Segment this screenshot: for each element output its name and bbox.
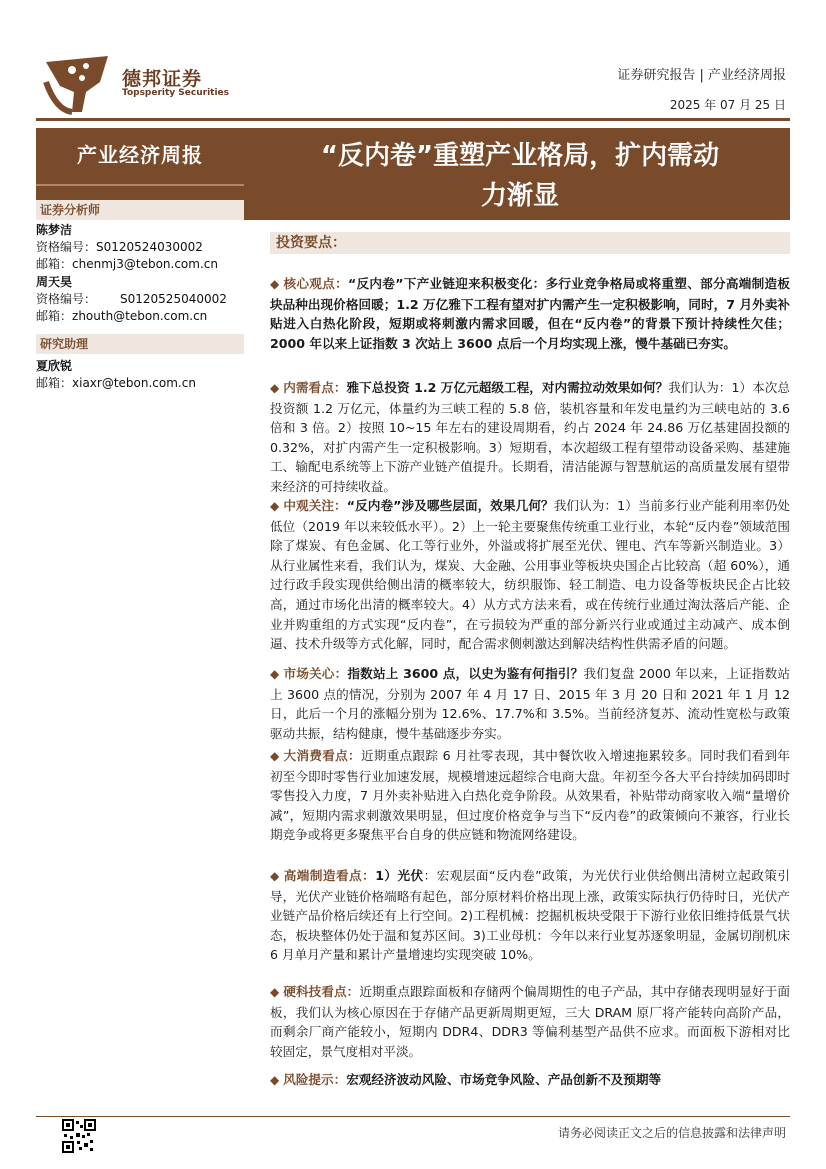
key-point-item [270,982,790,1061]
report-title-line2: 力渐显 [480,181,559,211]
item-text: 我们认为：1）本次总投资额 1.2 万亿元，体量约为三峡工程的 5.8 倍，装机容量和年发电量约为三峡电站的 3.6 倍和 3 倍。2）按照 10~15 年左右的建设周期看，约占 2024 年 24.86 万亿基建固投额的 0.32%，对扩内需产生一定积极影响。3）短期看，本次超级工程有望带动设备采购、基建施工、输配电系统等上下游产业链产值提升。长期看，清洁能源与智慧航运的高质量发展有望带来经济的可持续收益。 [270,380,791,494]
item-head: 高端制造看点： [283,868,376,883]
analyst-block-2 [36,274,227,325]
bullet-icon: ◆ [270,667,280,681]
analyst-block-1 [36,222,218,273]
item-head: 硬科技看点： [283,984,360,999]
key-point-item [270,1070,790,1091]
email-label: 邮箱： [36,309,73,323]
key-point-item [270,664,790,743]
cert-number: S0120525040002 [120,292,227,306]
email-label: 邮箱： [36,257,73,271]
item-text: 我们认为：1）当前多行业产能利用率仍处低位（2019 年以来较低水平）。2）上一轮主要聚焦传统重工业行业，本轮“反内卷”领域范围除了煤炭、有色金属、化工等行业外，外溢或将扩展至光伏、锂电、汽车等新兴制造业。3）从行业属性来看，我们认为，煤炭、大金融、公用事业等板块央国企占比较高（超 60%），通过行政手段实现供给侧出清的概率较大，纺织服饰、轻工制造、电力设备等板块民企占比较高，通过市场化出清的概率较大。4）从方式方法来看，或在传统行业通过淘汰落后产能、企业并购重组的方式实现“反内卷”，在亏损较为严重的部分新兴行业或通过主动减产、成本倒逼、技术升级等方式化解，同时，配合需求侧刺激达到解决结构性供需矛盾的问题。 [270,498,791,652]
item-head: 大消费看点： [283,748,361,763]
assistant-block [36,358,196,392]
footer-divider [36,1116,790,1117]
bullet-icon: ◆ [270,985,280,999]
analyst-name: 周天昊 [36,275,73,289]
report-title [260,136,780,216]
bullet-icon: ◆ [270,1073,280,1087]
brand-name-cn: 德邦证券 [122,68,203,90]
item-bold: 宏观经济波动风险、市场竞争风险、产品创新不及预期等 [346,1072,662,1087]
category-underline [36,184,244,186]
item-text: 近期重点跟踪面板和存储两个偏周期性的电子产品，其中存储表现明显好于面板，我们认为核心原因在于存储产品更新周期更短，三大 DRAM 原厂将产能转向高阶产品，而剩余厂商产能较小，短期内 DDR4、DDR3 等偏利基型产品供不应求。而面板下游相对比较固定，景气度相对平淡。 [270,984,791,1059]
item-bold: 1）光伏 [375,868,424,883]
topsperity-logo-icon [42,52,114,116]
item-bold: “反内卷”涉及哪些层面，效果几何？ [346,498,554,513]
item-head: 内需看点： [283,380,347,395]
assistant-email[interactable]: xiaxr@tebon.com.cn [72,376,196,390]
key-point-item [270,866,790,965]
item-head: 市场关心： [283,666,348,681]
item-bold: “反内卷”下产业链迎来积极变化：多行业竞争格局或将重塑、部分高端制造板块品种出现价格回暖；1.2 万亿雅下工程有望对扩内需产生一定积极影响，同时，7 月外卖补贴进入白热化阶段，短期或将刺激内需求回暖，但在“反内卷”的背景下预计持续性欠佳；2000 年以来上证指数 3 次站上 3600 点后一个月均实现上涨，慢牛基础已夯实。 [270,276,791,351]
key-points-label: 投资要点： [270,232,790,254]
report-category: 产业经济周报 [77,142,203,167]
header-divider [36,118,790,121]
item-text: 近期重点跟踪 6 月社零表现，其中餐饮收入增速拖累较多。同时我们看到年初至今即时零售行业加速发展，规模增速远超综合电商大盘。年初至今各大平台持续加码即时零售投入力度，7 月外卖补贴进入白热化竞争阶段。从效果看，补贴带动商家收入端“量增价减”，短期内需求刺激效果明显，但过度价格竞争与当下“反内卷”的政策倾向不兼容，行业长期竞争或将更多聚焦平台自身的供应链和物流网络建设。 [270,748,790,843]
key-point-item [270,274,790,353]
key-point-item [270,378,790,497]
key-point-item [270,746,790,845]
bullet-icon: ◆ [270,749,280,763]
document-type: 证券研究报告 | 产业经济周报 [617,68,786,83]
cert-label: 资格编号： [36,292,97,306]
footer-disclaimer: 请务必阅读正文之后的信息披露和法律声明 [557,1126,786,1140]
bullet-icon: ◆ [270,499,280,513]
analysts-label: 证券分析师 [36,200,244,220]
brand-name-en: Topsperity Securities [122,88,229,98]
email-label: 邮箱： [36,376,73,390]
item-head: 风险提示： [283,1072,347,1087]
report-title-line1: “反内卷”重塑产业格局，扩内需动 [320,141,720,171]
qr-code-icon [62,1119,96,1153]
assistant-name: 夏欣锐 [36,359,73,373]
item-text: 我们复盘 2000 年以来，上证指数站上 3600 点的情况，分别为 2007 年 4 月 17 日、2015 年 3 月 20 日和 2021 年 1 月 12 日，此后一个月的涨幅分别为 12.6%、17.7%和 3.5%。当前经济复苏、流动性宽松与政策驱动共振，结构健康，慢牛基础逐步夯实。 [270,666,790,741]
bullet-icon: ◆ [270,869,280,883]
key-point-item [270,496,790,654]
item-bold: 指数站上 3600 点，以史为鉴有何指引？ [347,666,584,681]
cert-label: 资格编号： [36,240,97,254]
item-bold: 雅下总投资 1.2 万亿元超级工程，对内需拉动效果如何？ [346,380,669,395]
assistant-label: 研究助理 [36,334,244,354]
analyst-email[interactable]: chenmj3@tebon.com.cn [72,257,218,271]
document-date: 2025 年 07 月 25 日 [669,98,786,112]
analyst-name: 陈梦洁 [36,223,73,237]
item-head: 核心观点： [283,276,348,291]
bullet-icon: ◆ [270,277,280,291]
cert-number: S0120524030002 [96,240,203,254]
bullet-icon: ◆ [270,381,280,395]
item-head: 中观关注： [283,498,347,513]
analyst-email[interactable]: zhouth@tebon.com.cn [72,309,208,323]
item-text: ：宏观层面“反内卷”政策，为光伏行业供给侧出清树立起政策引导，光伏产业链价格端略有起色，部分原材料价格出现上涨，政策实际执行仍待时日，光伏产业链产品价格后续还有上行空间。2)工程机械：挖掘机板块受限于下游行业依旧维持低景气状态，板块整体仍处于温和复苏区间。3)工业母机：今年以来行业复苏逐象明显，金属切削机床 6 月单月产量和累计产量增速均实现突破 10%。 [270,868,790,963]
